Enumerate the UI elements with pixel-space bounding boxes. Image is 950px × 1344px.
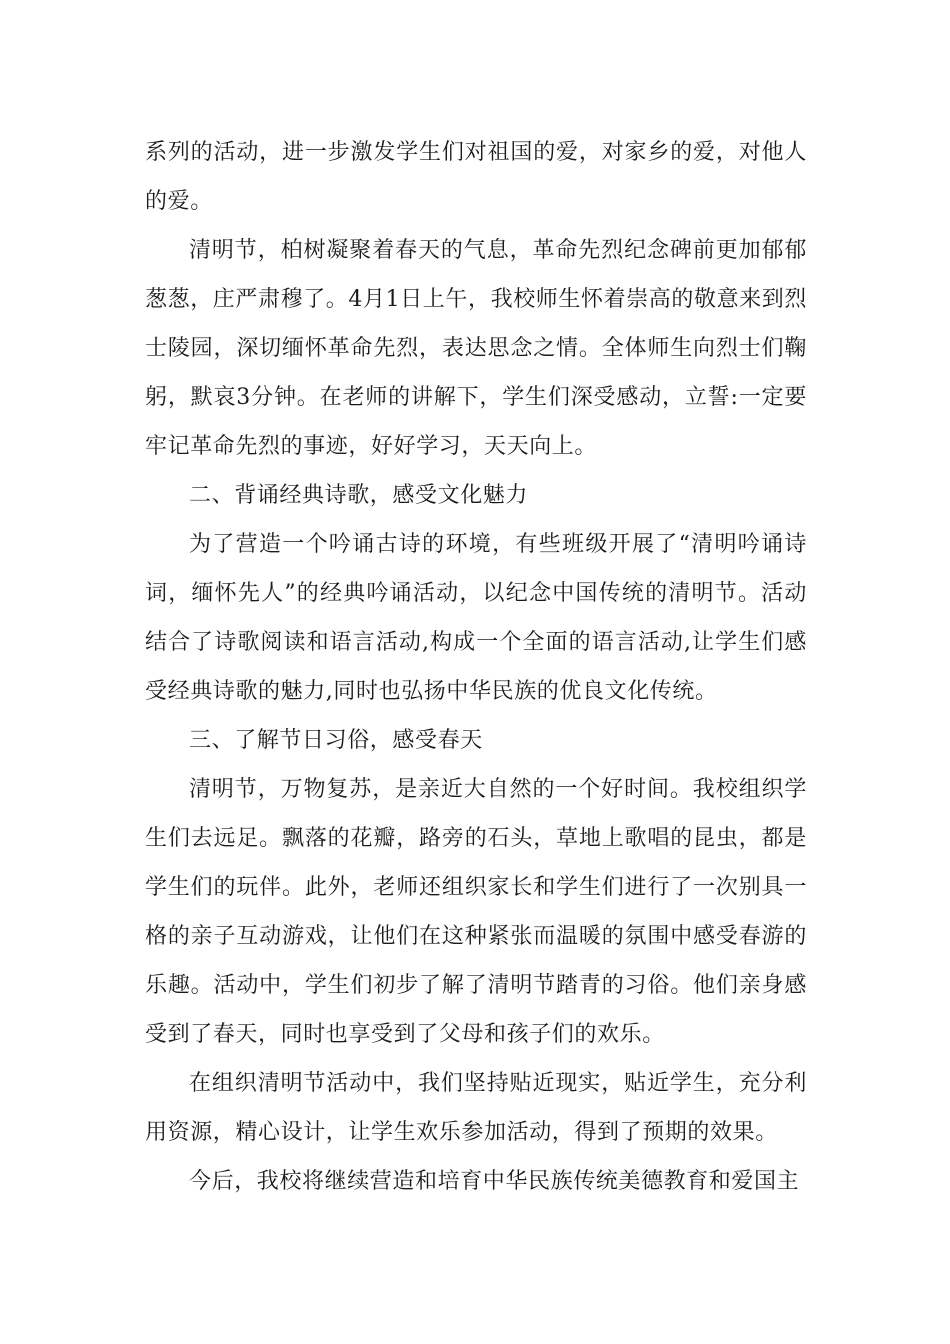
paragraph-continuation: 系列的活动，进一步激发学生们对祖国的爱，对家乡的爱，对他人的爱。: [145, 140, 807, 214]
section-heading-customs: 三、了解节日习俗，感受春天: [189, 728, 483, 753]
paragraph-memorial-visit: 清明节，柏树凝聚着春天的气息，革命先烈纪念碑前更加郁郁葱葱，庄严肃穆了。4月1日上午，我校师生怀着崇高的敬意来到烈士陵园，深切缅怀革命先烈，表达思念之情。全体师生向烈士们鞠躬，默哀3分钟。在老师的讲解下，学生们深受感动，立誓:一定要牢记革命先烈的事迹，好好学习，天天向上。: [145, 238, 807, 459]
paragraph-summary: 在组织清明节活动中，我们坚持贴近现实，贴近学生，充分利用资源，精心设计，让学生欢乐参加活动，得到了预期的效果。: [145, 1071, 807, 1145]
section-heading-poetry: 二、背诵经典诗歌，感受文化魅力: [189, 483, 529, 508]
paragraph-future-plans: 今后，我校将继续营造和培育中华民族传统美德教育和爱国主: [189, 1169, 800, 1194]
paragraph-poetry-recital: 为了营造一个吟诵古诗的环境，有些班级开展了“清明吟诵诗词，缅怀先人”的经典吟诵活动，以纪念中国传统的清明节。活动结合了诗歌阅读和语言活动,构成一个全面的语言活动,让学生们感受经典诗歌的魅力,同时也弘扬中华民族的优良文化传统。: [145, 532, 807, 704]
document-body: [145, 128, 807, 1206]
paragraph-spring-outing: 清明节，万物复苏，是亲近大自然的一个好时间。我校组织学生们去远足。飘落的花瓣，路旁的石头，草地上歌唱的昆虫，都是学生们的玩伴。此外，老师还组织家长和学生们进行了一次别具一格的亲子互动游戏，让他们在这种紧张而温暖的氛围中感受春游的乐趣。活动中，学生们初步了解了清明节踏青的习俗。他们亲身感受到了春天，同时也享受到了父母和孩子们的欢乐。: [145, 777, 807, 1047]
